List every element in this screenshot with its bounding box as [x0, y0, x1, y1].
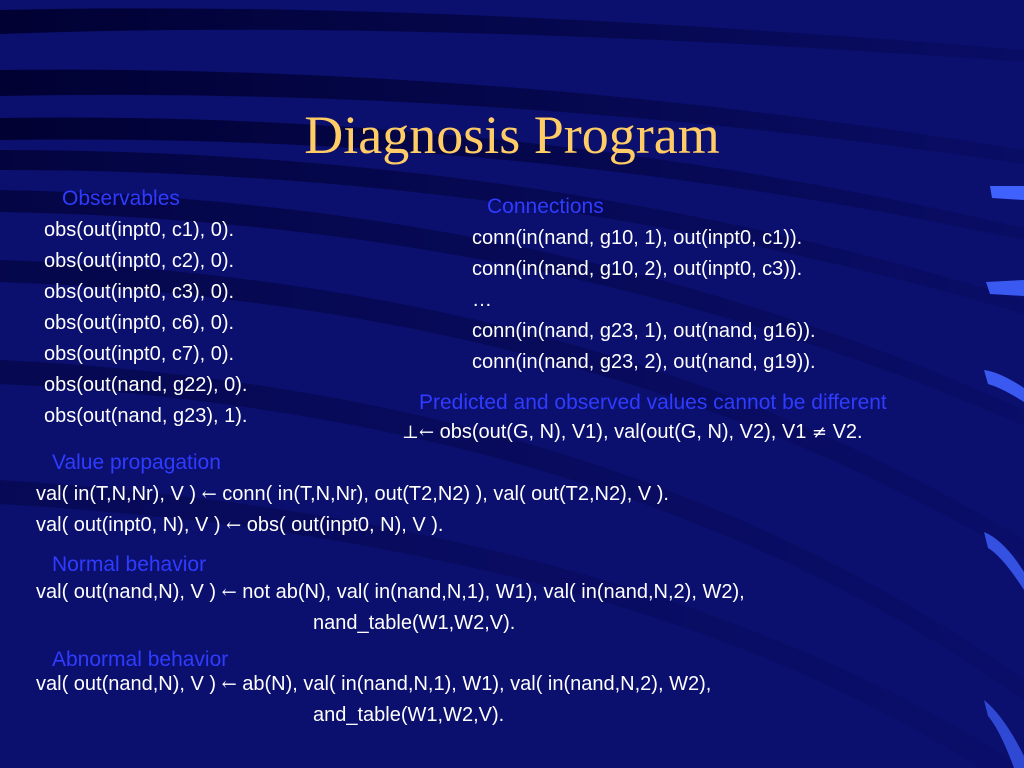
- propagation-rules: [36, 479, 669, 541]
- left-arrow-icon: ←: [221, 674, 237, 695]
- rule-head: val( out(inpt0, N), V ): [36, 514, 227, 536]
- abnormal-line-2: and_table(W1,W2,V).: [313, 704, 505, 726]
- observables-list: [44, 215, 247, 432]
- propagation-line-2: [36, 510, 669, 541]
- rule-head: val( out(nand,N), V ): [36, 673, 222, 695]
- rule-body: ab(N), val( in(nand,N,1), W1), val( in(nand,N,2), W2),: [236, 673, 712, 695]
- connection-line: conn(in(nand, g23, 1), out(nand, g16)).: [472, 320, 816, 342]
- rule-body: obs( out(inpt0, N), V ).: [241, 514, 444, 536]
- abnormal-line-1: [36, 669, 711, 700]
- connection-line: conn(in(nand, g10, 2), out(inpt0, c3)).: [472, 258, 803, 280]
- constraint-body-a: obs(out(G, N), V1), val(out(G, N), V2), V1: [434, 421, 812, 443]
- normal-line-1: [36, 577, 745, 608]
- observables-heading: Observables: [62, 187, 180, 210]
- connection-line: …: [472, 289, 492, 311]
- left-arrow-icon: ←: [201, 484, 217, 505]
- abnormal-heading: Abnormal behavior: [52, 648, 229, 671]
- connections-heading: Connections: [487, 195, 604, 218]
- connection-line: conn(in(nand, g23, 2), out(nand, g19)).: [472, 351, 816, 373]
- rule-head: val( out(nand,N), V ): [36, 581, 222, 603]
- constraint-body-b: V2.: [827, 421, 863, 443]
- propagation-line-1: [36, 479, 669, 510]
- left-arrow-icon: ←: [226, 515, 242, 536]
- rule-body: not ab(N), val( in(nand,N,1), W1), val( in(nand,N,2), W2),: [236, 581, 745, 603]
- observable-line: obs(out(nand, g22), 0).: [44, 374, 248, 396]
- connections-list: [472, 223, 816, 378]
- propagation-heading: Value propagation: [52, 451, 221, 474]
- observable-line: obs(out(inpt0, c7), 0).: [44, 343, 235, 365]
- bottom-symbol: ⊥: [402, 422, 419, 443]
- abnormal-rule: [36, 669, 711, 731]
- left-arrow-icon: ←: [418, 422, 435, 443]
- normal-rule: [36, 577, 745, 639]
- constraint-rule: [402, 417, 863, 448]
- connection-line: conn(in(nand, g10, 1), out(inpt0, c1)).: [472, 227, 803, 249]
- observable-line: obs(out(inpt0, c1), 0).: [44, 219, 235, 241]
- observable-line: obs(out(inpt0, c2), 0).: [44, 250, 235, 272]
- normal-line-2: nand_table(W1,W2,V).: [313, 612, 516, 634]
- left-arrow-icon: ←: [221, 582, 237, 603]
- observable-line: obs(out(inpt0, c3), 0).: [44, 281, 235, 303]
- rule-head: val( in(T,N,Nr), V ): [36, 483, 202, 505]
- constraint-line: [402, 417, 863, 448]
- observable-line: obs(out(inpt0, c6), 0).: [44, 312, 235, 334]
- constraint-heading: Predicted and observed values cannot be different: [419, 391, 887, 414]
- slide-title: Diagnosis Program: [304, 105, 720, 165]
- observable-line: obs(out(nand, g23), 1).: [44, 405, 248, 427]
- normal-heading: Normal behavior: [52, 553, 207, 576]
- not-equal-symbol: ≠: [811, 422, 828, 443]
- rule-body: conn( in(T,N,Nr), out(T2,N2) ), val( out(T2,N2), V ).: [216, 483, 669, 505]
